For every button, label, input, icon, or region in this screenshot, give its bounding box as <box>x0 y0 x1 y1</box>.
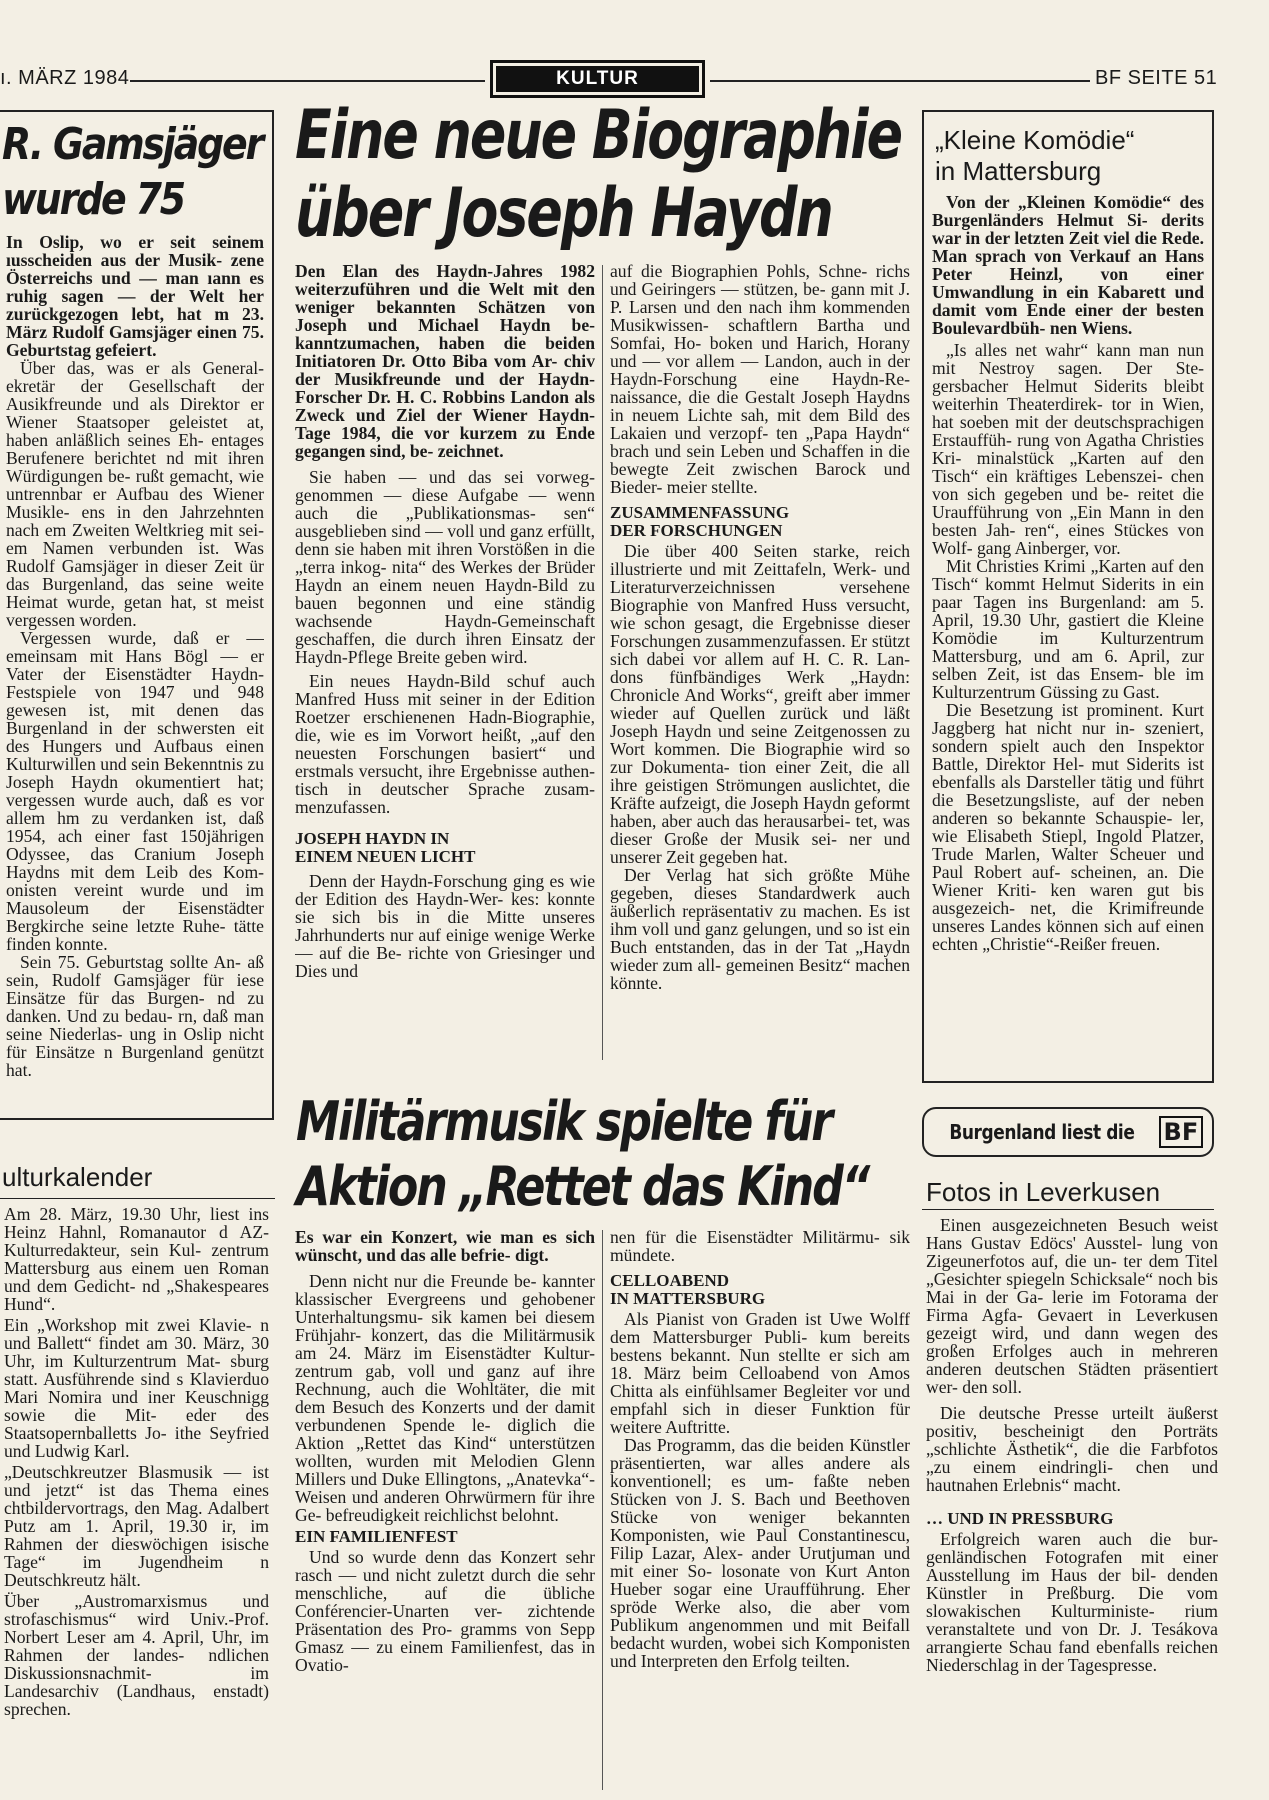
bf-promo-text: Burgenland liest die <box>949 1120 1135 1144</box>
bf-promo-banner <box>922 1107 1214 1157</box>
haydn-column-1 <box>295 262 595 1062</box>
gamsjaeger-body <box>6 233 264 1113</box>
fotos-rule <box>922 1209 1214 1210</box>
haydn-paragraph: Denn der Haydn-Forschung ging es wie der Edition des Haydn-Wer- kes: konnte sie sich bis in die Mitte unseres Jahrhunderts nur auf einige wenige Werke — auf die Be- richte von Griesinger und Dies und <box>295 871 595 981</box>
komoedie-paragraph: „Is alles net wahr“ kann man nun mit Nestroy sagen. Der Ste- gersbacher Helmut Siderits bleibt weiterhin Theaterdirek- tor in Wien, hat soeben mit der deutschsprachigen Erstauffüh- rung von Agatha Christies Kri- minalstück „Karten auf den Tisch“ ein kräftiges Lebenszei- chen von sich gegeben und be- reitet die Uraufführung von „Ein Mann in den besten Jah- ren“, eines Stückes von Wolf- gang Ainberger, vor. <box>932 340 1204 558</box>
kalender-entry: Über „Austromarxismus und strofaschismus“ wird Univ.-Prof. Norbert Leser am 4. April, Uhr, im Rahmen der landes- ndlichen Diskussionsnachmit- im Landesarchiv (Landhaus, enstadt) sprechen. <box>4 1591 269 1719</box>
komoedie-title-line2: in Mattersburg <box>935 156 1102 186</box>
column-divider <box>602 265 603 1060</box>
kulturkalender-body <box>4 1205 269 1790</box>
militaer-subhead-2-line2: IN MATTERSBURG <box>610 1289 766 1308</box>
kalender-entry: Ein „Workshop mit zwei Klavie- n und Ballett“ findet am 30. März, 30 Uhr, im Kulturzentrum Mat- sburg statt. Ausführende sind s Klavierduo Mari Nomira und iner Keuschnigg sowie die Mit- eder des Staatsopernballetts Jo- ithe Seyfried und Ludwig Karl. <box>4 1315 269 1461</box>
haydn-subhead-1-line2: EINEM NEUEN LICHT <box>295 847 476 866</box>
gamsjaeger-paragraph: Sein 75. Geburtstag sollte An- aß sein, Rudolf Gamsjäger für iese Einsätze für das Burgen- nd zu danken. Und zu bedau- rn, daß man seine Niederlas- ung in Oslip nicht für Einsätze n Burgenland genützt hat. <box>6 952 264 1080</box>
haydn-paragraph: auf die Biographien Pohls, Schne- richs und Geiringers — stützen, be- gann mit J. P. Larsen und den nach ihm kommenden Musikwissen- schaftlern Bartha und Somfai, Ho- boken und Harich, Horany und — vor allem — Landon, auch in der Haydn-Forschung eine Haydn-Re- naissance, die die Gestalt Joseph Haydns in neuem Lichte sah, mit dem Bild des Lakaien und verzopf- ten „Papa Haydn“ brach und sein Leben und Schaffen in die bewegte Zeit zwischen Barock und Bieder- meier stellte. <box>610 262 910 497</box>
militaer-title-line2: Aktion „Rettet das Kind“ <box>296 1155 869 1218</box>
militaer-subhead-2-line1: CELLOABEND <box>610 1271 730 1290</box>
haydn-paragraph: Sie haben — und das sei vorweg- genommen — diese Aufgabe — wenn auch die „Publikationsmas- sen“ ausgeblieben sind — voll und ganz erfüllt, denn sie haben mit ihren Vorstößen in die „terra inkog- nita“ des Werkes der Brüder Haydn an einem neuen Haydn-Bild zu bauen begonnen und eine ständig wachsende Haydn-Gemeinschaft geschaffen, die durch ihren Einsatz der Haydn-Pflege Breite geben wird. <box>295 467 595 667</box>
fotos-subhead: … UND IN PRESSBURG <box>926 1509 1114 1528</box>
militaer-title-line1: Militärmusik spielte für <box>296 1090 832 1153</box>
header-rule-left <box>130 80 485 82</box>
komoedie-body <box>932 193 1204 1078</box>
fotos-paragraph: Erfolgreich waren auch die bur- genländischen Fotografen mit einer Ausstellung im Haus der bil- denden Künstler in Preßburg. Die vom slowakischen Kulturministe- rium veranstaltete und von Dr. J. Tesákova arrangierte Schau fand ebenfalls reichen Niederschlag in der Tagespresse. <box>926 1529 1218 1675</box>
gamsjaeger-title-line1: R. Gamsjäger <box>2 119 263 170</box>
column-divider <box>602 1230 603 1790</box>
gamsjaeger-paragraph: Vergessen wurde, daß er — emeinsam mit Hans Bögl — er Vater der Eisenstädter Haydn-Festspiele von 1947 und 948 gewesen ist, mit denen das Burgenland in der schwersten eit des Hungers und Aufbaus einen Kulturwillen und sein Bekenntnis zu Joseph Haydn okumentiert hat; vergessen wurde auch, daß es vor allem hm zu verdanken ist, daß 1954, ach einer fast 150jährigen Odyssee, das Cranium Joseph Haydns mit dem Leib des Kom- onisten vereint wurde und im Mausoleum der Eisenstädter Bergkirche seine letzte Ruhe- tätte finden konnte. <box>6 628 264 954</box>
militaer-lead: Es war ein Konzert, wie man es sich wünscht, und das alle befrie- digt. <box>295 1228 595 1265</box>
bf-logo <box>1159 1116 1204 1148</box>
haydn-subhead-2-line2: DER FORSCHUNGEN <box>610 521 783 540</box>
page-number: BF SEITE 51 <box>1095 67 1218 89</box>
komoedie-lead: Von der „Kleinen Komödie“ des Burgenländers Helmut Si- derits war in der letzten Zeit viel die Rede. Man sprach von Verkauf an Hans Peter Heinzl, von einer Umwandlung in ein Kabarett und damit vom Ende einer der besten Boulevardbüh- nen Wiens. <box>932 193 1204 338</box>
haydn-lead: Den Elan des Haydn-Jahres 1982 weiterzuführen und die Welt mit den weniger bekannten Schätzen von Joseph und Michael Haydn be- kanntzumachen, haben die beiden Initiatoren Dr. Otto Biba vom Ar- chiv der Musikfreunde und der Haydn-Forscher Dr. H. C. Robbins Landon als Zweck und Ziel der Wiener Haydn-Tage 1984, die vor kurzem zu Ende gegangen sind, be- zeichnet. <box>295 262 595 461</box>
gamsjaeger-paragraph: Über das, was er als General- ekretär der Gesellschaft der Ausikfreunde und als Direktor er Wiener Staatsoper geleistet at, haben anläßlich seines Eh- entages Berufenere berichtet nd mit ihren Würdigungen be- rußt gemacht, wie untrennbar er Aufbau des Wiener Musikle- ens in den Jahrzehnten nach em Zweiten Weltkrieg mit sei- em Namen verbunden ist. Was Rudolf Gamsjäger in dieser Zeit ür das Burgenland, das seine weite Heimat wurde, getan hat, st meist vergessen worden. <box>6 358 264 630</box>
militaer-paragraph: Als Pianist von Graden ist Uwe Wolff dem Mattersburger Publi- kum bereits bestens bekannt. Nun stellte er sich am 18. März beim Celloabend von Amos Chitta als einfühlsamer Begleiter vor und empfahl sich in dieser Funktion für weitere Auftritte. <box>610 1309 910 1437</box>
komoedie-paragraph: Mit Christies Krimi „Karten auf den Tisch“ kommt Helmut Siderits in ein paar Tagen ins Burgenland: am 5. April, 19.30 Uhr, gastiert die Kleine Komödie im Kulturzentrum Mattersburg, und am 6. April, zur selben Zeit, ist das Ensem- ble im Kulturzentrum Güssing zu Gast. <box>932 556 1204 702</box>
section-label-text: KULTUR <box>496 66 699 92</box>
gamsjaeger-title-line2: wurde 75 <box>2 174 184 225</box>
section-label <box>490 60 705 98</box>
kalender-entry: „Deutschkreutzer Blasmusik — ist und jetzt“ ist das Thema eines chtbildervortrags, den Mag. Adalbert Putz am 1. April, 19.30 ir, im Rahmen der dieswöchigen isische Tage“ im Jugendheim n Deutschkreutz hält. <box>4 1462 269 1590</box>
militaer-column-2 <box>610 1228 910 1793</box>
haydn-paragraph: Die über 400 Seiten starke, reich illustrierte und mit Zeittafeln, Werk- und Literaturverzeichnissen versehene Biographie von Manfred Huss versucht, wie schon gesagt, die Ergebnisse dieser Forschungen zusammenzufassen. Er stützt sich dabei vor allem auf H. C. R. Lan- dons fünfbändiges Werk „Haydn: Chronicle And Works“, greift aber immer wieder auf Quellen zurück und läßt Joseph Haydn und seine Zeitgenossen zu Wort kommen. Die Biographie wird so zur Dokumenta- tion einer Zeit, die all ihre geistigen Strömungen auslichtet, die Kräfte aufzeigt, die Joseph Haydn geformt haben, aber auch das herausarbei- tet, was dieser Große der Musik sei- ner und unserer Zeit gegeben hat. <box>610 541 910 867</box>
militaer-paragraph: nen für die Eisenstädter Militärmu- sik mündete. <box>610 1228 910 1265</box>
haydn-title-line2: über Joseph Haydn <box>295 174 832 253</box>
haydn-subhead-1 <box>295 830 595 866</box>
fotos-body <box>926 1216 1218 1791</box>
fotos-title: Fotos in Leverkusen <box>926 1177 1161 1207</box>
militaer-paragraph: Das Programm, das die beiden Künstler präsentierten, war alles andere als konventionell; es um- faßte neben Stücken von J. S. Bach und Beethoven Stücke von weniger bekannten Komponisten, wie Paul Constantinescu, Filip Lazar, Alex- ander Urutjuman und mit einer So- losonate von Kurt Anton Hueber sogar eine Uraufführung. Eher spröde Werke also, die aber vom Publikum angenommen und mit Beifall bedacht wurden, wobei sich Komponisten und Interpreten den Erfolg teilten. <box>610 1435 910 1671</box>
kulturkalender-rule <box>0 1198 275 1199</box>
militaer-paragraph: Und so wurde denn das Konzert sehr rasch — und nicht zuletzt durch die sehr menschliche, auf die übliche Conférencier-Unarten ver- zichtende Präsentation des Pro- gramms von Sepp Gmasz — zu einem Familienfest, das in Ovatio- <box>295 1547 595 1675</box>
kalender-entry: Am 28. März, 19.30 Uhr, liest ins Heinz Hahnl, Romanautor d AZ-Kulturredakteur, sein Kul- zentrum Mattersburg aus einem uen Roman und dem Gedicht- nd „Shakespeares Hund“. <box>4 1205 269 1314</box>
header-rule-right <box>710 80 1090 82</box>
militaer-column-1 <box>295 1228 595 1793</box>
fotos-paragraph: Die deutsche Presse urteilt äußerst positiv, bescheinigt den Porträts „schlichte Ästhetik“, die die Farbfotos „zu einem eindringli- chen und hautnahen Erlebnis“ macht. <box>926 1403 1218 1495</box>
haydn-column-2 <box>610 262 910 1062</box>
haydn-title-line1: Eine neue Biographie <box>295 96 902 175</box>
fotos-paragraph: Einen ausgezeichneten Besuch weist Hans Gustav Edöcs' Ausstel- lung von Zigeunerfotos auf, die un- ter dem Titel „Gesichter spiegeln Schicksale“ noch bis Mai in der Ga- lerie im Fotorama der Firma Agfa- Gevaert in Leverkusen gezeigt wird, und dann wegen des großen Erfolges auch in mehreren anderen deutschen Städten präsentiert wer- den soll. <box>926 1216 1218 1397</box>
komoedie-paragraph: Die Besetzung ist prominent. Kurt Jaggberg hat nicht nur in- szeniert, sondern spielt auch den Inspektor Battle, Direktor Hel- mut Siderits ist ebenfalls als Darsteller tätig und führt die Besetzungsliste, auf der neben anderen so bekannte Schauspie- ler, wie Elisabeth Stiepl, Ingold Platzer, Trude Marlen, Walter Scheuer und Paul Robert auf- scheinen, an. Die Wiener Kriti- ken waren gut bis ausgezeich- net, die Krimifreunde unseres Landes können sich auf einen echten „Christie“-Reißer freuen. <box>932 700 1204 954</box>
militaer-paragraph: Denn nicht nur die Freunde be- kannter klassischer Evergreens und gehobener Unterhaltungsmu- sik kamen bei diesem Frühjahr- konzert, das die Militärmusik am 24. März im Eisenstädter Kultur- zentrum gab, voll und ganz auf ihre Rechnung, auch die Wohltäter, die mit dem Besuch des Konzerts und der damit verbundenen Spende le- diglich die Aktion „Rettet das Kind“ unterstützen wollten, wurden mit Melodien Glenn Millers und Duke Ellingtons, „Anatevka“-Weisen und anderen Ohrwürmern für ihre Ge- befreudigkeit reichlichst belohnt. <box>295 1271 595 1525</box>
haydn-paragraph: Der Verlag hat sich größte Mühe gegeben, dieses Standardwerk auch äußerlich repräsentativ zu machen. Es ist ihm voll und ganz gelungen, und so ist ein Buch entstanden, das in der Tat „Haydn wieder zum all- gemeinen Besitz“ machen könnte. <box>610 865 910 993</box>
haydn-subhead-2 <box>610 504 910 540</box>
militaer-subhead-2 <box>610 1272 910 1308</box>
haydn-subhead-2-line1: ZUSAMMENFASSUNG <box>610 503 790 522</box>
komoedie-title-line1: „Kleine Komödie“ <box>935 125 1135 155</box>
gamsjaeger-lead: In Oslip, wo er seit seinem ıusscheiden aus der Musik- zene Österreichs und — man ıann es ruhig sagen — der Welt her zurückgezogen lebt, hat m 23. März Rudolf Gamsjäger einen 75. Geburtstag gefeiert. <box>6 233 264 360</box>
haydn-subhead-1-line1: JOSEPH HAYDN IN <box>295 829 450 848</box>
bf-logo-text: BF <box>1163 1118 1199 1146</box>
kulturkalender-title: ulturkalender <box>2 1162 153 1192</box>
issue-date: ı. MÄRZ 1984 <box>0 67 130 89</box>
haydn-paragraph: Ein neues Haydn-Bild schuf auch Manfred Huss mit seiner in der Edition Roetzer erschienenen Hadn-Biographie, die, wie es im Vorwort heißt, „auf den neuesten Forschungen basiert“ und erstmals versucht, ihre Ergebnisse authen- tisch in deutscher Sprache zusam- menzufassen. <box>295 671 595 817</box>
militaer-subhead-1: EIN FAMILIENFEST <box>295 1527 458 1546</box>
